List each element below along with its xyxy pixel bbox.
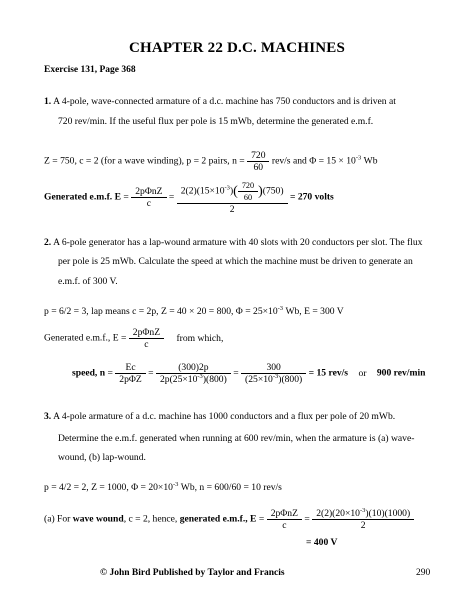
q1-n-num: 720 bbox=[251, 150, 266, 161]
q2-gen-den: c bbox=[129, 338, 164, 350]
q3-formula-num: 2pΦnZ bbox=[270, 508, 298, 519]
q2-eq-2: = bbox=[148, 367, 154, 379]
q1-line1 bbox=[44, 96, 396, 108]
footer-copyright: © John Bird Published by Taylor and Francis bbox=[100, 568, 285, 578]
chapter-title: CHAPTER 22 D.C. MACHINES bbox=[128, 40, 346, 56]
q1-inner-den: 60 bbox=[238, 191, 258, 203]
q1-result-label: Generated e.m.f. E bbox=[44, 191, 121, 203]
q2-number: 2. bbox=[44, 237, 52, 248]
q3-calc-den: 2 bbox=[312, 519, 414, 531]
q2-gen-frac bbox=[131, 327, 162, 350]
q2-frac2-den bbox=[156, 373, 231, 385]
q3-eq-2: = bbox=[304, 513, 310, 525]
q2-frac1-den: 2pΦZ bbox=[115, 373, 145, 385]
q1-n-fraction bbox=[249, 150, 267, 173]
q1-number: 1. bbox=[44, 96, 52, 107]
q3-parta-mid: , c = 2, hence, bbox=[123, 513, 180, 525]
q2-speed bbox=[72, 362, 425, 385]
page-number: 290 bbox=[416, 568, 431, 578]
q1-formula-num: 2pΦnZ bbox=[135, 186, 163, 197]
q2-line1 bbox=[44, 237, 422, 249]
q3-text-1: A 4-pole armature of a d.c. machine has 1000 conductors and a flux per pole of 20 mWb. bbox=[53, 411, 396, 422]
q3-formula-den: c bbox=[267, 519, 302, 531]
q2-frac3-den bbox=[241, 373, 306, 385]
q1-formula bbox=[133, 186, 164, 209]
q1-calc-num-b: ) bbox=[229, 185, 234, 197]
q2-text-3: e.m.f. of 300 V. bbox=[58, 276, 118, 287]
q3-calc-num bbox=[314, 508, 412, 519]
q2-given bbox=[44, 306, 344, 318]
q2-text-2: per pole is 25 mWb. Calculate the speed at which the machine must be driven to generate an bbox=[58, 256, 413, 267]
q3-calc-num-b: )(10)(1000) bbox=[365, 508, 411, 519]
q3-text-2: Determine the e.m.f. generated when running at 600 rev/min, when the armature is (a) wave- bbox=[58, 433, 415, 444]
q2-frac3-den-b: )(800) bbox=[278, 374, 303, 385]
q1-text-1: A 4-pole, wave-connected armature of a d.c. machine has 750 conductors and is driven at bbox=[53, 96, 396, 107]
q2-eq-1: = bbox=[107, 367, 113, 379]
q2-gen bbox=[44, 327, 223, 350]
q2-speed-label: speed, n bbox=[72, 367, 106, 379]
q2-frac2-den-exp: -3 bbox=[197, 373, 203, 380]
q2-frac-3 bbox=[243, 362, 304, 385]
q2-frac3-num: 300 bbox=[266, 362, 281, 373]
q2-eq-3: = bbox=[233, 367, 239, 379]
q2-gen-label: Generated e.m.f., E = bbox=[44, 332, 127, 344]
q2-given-b: Wb, E = 300 V bbox=[283, 306, 344, 317]
q1-paren-close: ) bbox=[258, 184, 263, 199]
q3-eq-1: = bbox=[258, 513, 265, 525]
q3-given bbox=[44, 482, 282, 494]
q3-calc-num-exp: -3 bbox=[359, 507, 366, 514]
q2-given-a: p = 6/2 = 3, lap means c = 2p, Z = 40 × 20 = 800, Φ = 25×10 bbox=[44, 306, 278, 317]
q2-gen-num: 2pΦnZ bbox=[132, 327, 161, 338]
q3-number: 3. bbox=[44, 411, 52, 422]
q2-frac2-den-a: 2p(25×10 bbox=[160, 374, 198, 385]
q3-answer: = 400 V bbox=[306, 537, 338, 548]
q1-result bbox=[44, 180, 334, 215]
q2-given-exp: -3 bbox=[277, 305, 284, 312]
q3-calc-num-a: 2(2)(20×10 bbox=[316, 508, 360, 519]
q2-frac1-num: Ec bbox=[125, 362, 136, 373]
q1-calc-num-exp: -3 bbox=[224, 184, 230, 192]
q1-formula-den: c bbox=[131, 197, 166, 209]
q1-calc bbox=[179, 180, 286, 215]
q1-inner-frac bbox=[240, 180, 256, 203]
q3-calc bbox=[314, 508, 412, 531]
q1-answer: = 270 volts bbox=[289, 191, 334, 203]
q2-answer-or: or bbox=[358, 367, 367, 379]
q1-given-unit: Wb bbox=[361, 155, 378, 167]
q1-n-den: 60 bbox=[247, 161, 269, 173]
q1-text-2: 720 rev/min. If the useful flux per pole is 15 mWb, determine the generated e.m.f. bbox=[58, 116, 374, 127]
q3-parta-bold1: wave wound bbox=[72, 513, 124, 525]
q2-gen-after: from which, bbox=[176, 332, 224, 344]
q2-answer: = 15 rev/s bbox=[308, 367, 349, 379]
q2-frac2-num: (300)2p bbox=[178, 362, 209, 373]
q1-given-a: Z = 750, c = 2 (for a wave winding), p = 2 pairs, n = bbox=[44, 155, 245, 167]
q1-calc-den: 2 bbox=[177, 203, 288, 215]
q3-given-b: Wb, n = 600/60 = 10 rev/s bbox=[178, 482, 282, 493]
q1-calc-num-c: (750) bbox=[262, 185, 284, 197]
q3-formula bbox=[269, 508, 300, 531]
q3-parta-prefix: (a) For bbox=[44, 513, 73, 525]
q3-parta-bold2: generated e.m.f., E bbox=[179, 513, 257, 525]
q1-calc-num-a: 2(2)(15×10 bbox=[180, 185, 225, 197]
q1-calc-num bbox=[179, 180, 286, 203]
q2-frac-2 bbox=[158, 362, 229, 385]
q2-frac2-den-b: )(800) bbox=[202, 374, 227, 385]
q1-given-b: rev/s and Φ = 15 × 10 bbox=[271, 155, 356, 167]
exercise-heading: Exercise 131, Page 368 bbox=[44, 65, 136, 75]
q2-frac3-den-a: (25×10 bbox=[245, 374, 273, 385]
q1-paren-open: ( bbox=[233, 184, 238, 199]
q3-text-3: wound, (b) lap-wound. bbox=[58, 452, 146, 463]
q1-eq-2: = bbox=[168, 191, 175, 203]
q2-frac3-den-exp: -3 bbox=[272, 373, 279, 380]
q3-line1 bbox=[44, 411, 395, 423]
q3-given-a: p = 4/2 = 2, Z = 1000, Φ = 20×10 bbox=[44, 482, 173, 493]
q2-answer-2: 900 rev/min bbox=[376, 367, 426, 379]
q1-eq-1: = bbox=[123, 191, 129, 203]
q3-part-a bbox=[44, 508, 414, 531]
q3-given-exp: -3 bbox=[172, 481, 179, 488]
q2-frac-1 bbox=[117, 362, 143, 385]
q1-inner-num: 720 bbox=[241, 181, 255, 190]
q1-given-exp: -3 bbox=[355, 154, 362, 162]
q2-text-1: A 6-pole generator has a lap-wound armature with 40 slots with 20 conductors per slot. The flux bbox=[53, 237, 423, 248]
q1-given bbox=[44, 150, 378, 173]
